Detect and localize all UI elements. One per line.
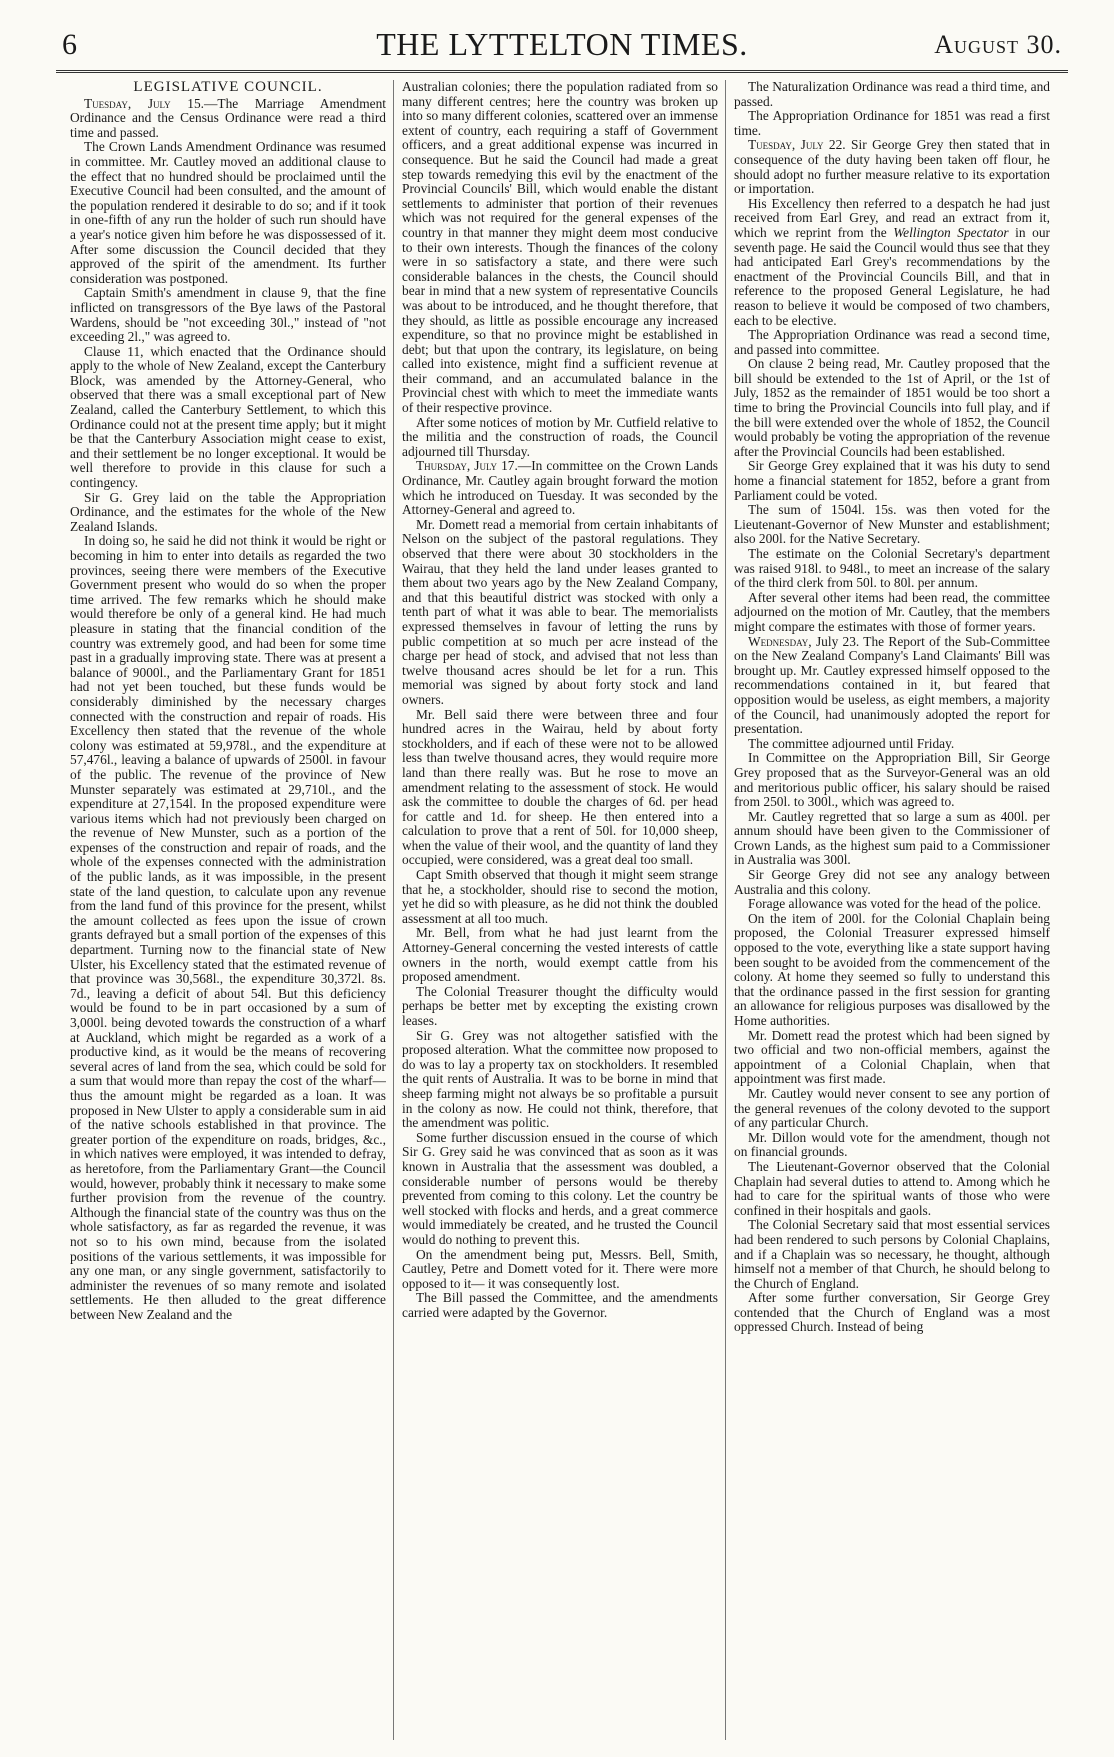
paragraph: Mr. Cautley regretted that so large a sum as 400l. per annum should have been given to the Commissioner of Crown Lands, as the highest sum paid to a Commissioner in Australia was 300l. (734, 808, 1050, 868)
paragraph: In doing so, he said he did not think it would be right or becoming in him to enter into details as regarded the two provinces, seeing there were members of the Executive Government present who would do so when the proper time arrived. The few remarks which he should make would therefore be only of a general kind. He had much pleasure in stating that the financial condition of the country was extremely good, and had been for some time past in a gradually improving state. There was at present a balance of 9000l., and the Parliamentary Grant for 1851 had not yet been touched, but these funds would be considerably diminished by the necessary charges connected with the construction and repair of roads. His Excellency then stated that the revenue of the whole colony was estimated at 59,978l., and the expenditure at 57,476l., leaving a balance of upwards of 2500l. in favour of the public. The revenue of the province of New Munster separately was estimated at 29,710l., and the expenditure at 27,154l. In the proposed expenditure were various items which had not previously been charged on the revenue of New Munster, such as a portion of the expenses of the construction and repair of roads, and the whole of the expenses connected with the administration of the public lands, as it was impossible, in the present state of the land question, to calculate upon any revenue from the land fund of this province for the present, whilst the amount collected as fees upon the issue of crown grants defrayed but a small portion of the expenses of this department. Turning now to the financial state of New Ulster, his Excellency stated that the estimated revenue of that province was 30,568l., the expenditure 30,372l. 8s. 7d., leaving a deficit of about 54l. But this deficiency would be found to be in part occasioned by a sum of 3,000l. being devoted towards the construction of a wharf at Auckland, which might be regarded as a work of a productive kind, as it would be the means of recovering several acres of land from the sea, which could be sold for a sum that would more than repay the cost of the wharf—thus the amount might be regarded as a loan. It was proposed in New Ulster to apply a considerable sum in aid of the native schools established in that province. The greater portion of the expenditure on roads, bridges, &c., in which natives were employed, it was intended to defray, as heretofore, from the Parliamentary Grant—the Council would, however, probably think it necessary to make some further provision from the revenue of the country. Although the financial state of the country was thus on the whole satisfactory, as far as regarded the revenue, it was not so to his own mind, because from the isolated positions of the various settlements, it was impossible for any one man, or any single government, satisfactorily to administer the revenues of so many remote and isolated settlements. He then alluded to the great difference between New Zealand and the (70, 533, 386, 1322)
paragraph: Mr. Domett read the protest which had been signed by two official and two non-official members, against the appointment of a Colonial Chaplain, when that appointment was first made. (734, 1027, 1050, 1087)
paragraph: Sir George Grey did not see any analogy between Australia and this colony. (734, 867, 1050, 897)
paragraph: After some notices of motion by Mr. Cutfield relative to the militia and the construction of roads, the Council adjourned till Thursday. (402, 414, 718, 459)
paragraph: On clause 2 being read, Mr. Cautley proposed that the bill should be extended to the 1st of April, or the 1st of July, 1852 as the remainder of 1851 would be too short a time to bring the Provincial Councils into full play, and if the bill were extended over the whole of 1852, the Council would probably be voting the appropriation of the revenue after the Provincial Councils had been established. (734, 356, 1050, 459)
column-2 (402, 80, 718, 1740)
paragraph: Australian colonies; there the population radiated from so many different centres; here the country was broken up into so many different colonies, scattered over an immense extent of country, each requiring a staff of Government officers, and a great additional expense was incurred in consequence. But he said the Council had made a great step towards remedying this evil by the enactment of the Provincial Councils' Bill, which would enable the distant settlements to administer that portion of their revenues which was not required for the general expenses of the country in that manner they might deem most conducive to their own interests. Though the finances of the colony were in so satisfactory a state, and there were such considerable balances in the chests, the Council should bear in mind that a new system of representative Councils was about to be introduced, and he thought therefore, that they should, as little as possible encourage any increased expenditure, so that no province might be established in debt; but that upon the contrary, its legislature, on being called into existence, might find a sufficient revenue at their command, and an accumulated balance in the Provincial chest with which to meet the immediate wants of their respective province. (402, 80, 718, 416)
paragraph: Mr. Domett read a memorial from certain inhabitants of Nelson on the subject of the pastoral regulations. They observed that there were about 30 stockholders in the Wairau, that they held the land under leases granted to them about two years ago by the New Zealand Company, and that this beautiful district was stocked with only a tenth part of what it was able to bear. The memorialists expressed themselves in favour of letting the runs by public competition at so much per acre instead of the charge per head of stock, and advised that not less than twelve thousand acres should be let for a run. This memorial was signed by about forty stock and land owners. (402, 516, 718, 707)
paragraph: Capt Smith observed that though it might seem strange that he, a stockholder, should rise to second the motion, yet he did so with pleasure, as he did not think the doubled assessment at all too much. (402, 867, 718, 926)
paragraph: The Appropriation Ordinance for 1851 was read a first time. (734, 108, 1050, 138)
column-3 (734, 80, 1050, 1740)
paragraph: The Colonial Treasurer thought the difficulty would perhaps be better met by excepting the existing crown leases. (402, 983, 718, 1028)
paragraph: After several other items had been read, the committee adjourned on the motion of Mr. Cautley, that the members might compare the estimates with those of former years. (734, 589, 1050, 634)
paragraph: Captain Smith's amendment in clause 9, that the fine inflicted on transgressors of the Bye laws of the Pastoral Wardens, should be "not exceeding 30l.," instead of "not exceeding 2l.," was agreed to. (70, 285, 386, 345)
paragraph: Sir G. Grey laid on the table the Appropriation Ordinance, and the estimates for the whole of the New Zealand Islands. (70, 489, 386, 534)
paragraph: Mr. Bell said there were between three and four hundred acres in the Wairau, held by about forty stockholders, and if each of these were not to be allowed less than twelve thousand acres, they would require more land than there really was. But he rose to move an amendment relating to the assessment of stock. He would ask the committee to double the charges of 6d. per head for cattle and 1d. for sheep. He then entered into a calculation to prove that a rent of 50l. for 10,000 sheep, when the value of their wool, and the quantity of land they occupied, were considered, was a great deal too small. (402, 706, 718, 868)
paragraph: Tuesday, July 22. Sir George Grey then stated that in consequence of the duty having been taken off flour, he should adopt no further measure relative to its exportation or importation. (734, 137, 1050, 197)
paragraph: Mr. Dillon would vote for the amendment, though not on financial grounds. (734, 1129, 1050, 1160)
masthead (56, 26, 1068, 72)
paragraph: The Crown Lands Amendment Ordinance was resumed in committee. Mr. Cautley moved an additional clause to the effect that no hundred should be proclaimed until the Executive Council had been consulted, and the amount of the population rendered it desirable to do so; and if it took in one-fifth of any run the holder of such run should have a year's notice given him before he was dispossessed of it. After some discussion the Council decided that they approved of the spirit of the amendment. Its further consideration was postponed. (70, 139, 386, 286)
paragraph: Tuesday, July 15.—The Marriage Amendment Ordinance and the Census Ordinance were read a third time and passed. (70, 95, 386, 140)
paragraph: On the item of 200l. for the Colonial Chaplain being proposed, the Colonial Treasurer expressed himself opposed to the vote, everything like a state support having been sought to be avoided from the commencement of the colony. At home they seemed so fully to understand this that the ordinance passed in the first session for granting an allowance for religious purposes was disallowed by the Home authorities. (734, 910, 1050, 1028)
paragraph: In Committee on the Appropriation Bill, Sir George Grey proposed that as the Surveyor-General was an old and meritorious public officer, his salary should be raised from 250l. to 300l., which was agreed to. (734, 750, 1050, 810)
article-columns (56, 80, 1068, 1740)
paragraph: The Naturalization Ordinance was read a third time, and passed. (734, 80, 1050, 109)
publication-name: Wellington Spectator (893, 224, 1009, 240)
paragraph: Wednesday, July 23. The Report of the Sub-Committee on the New Zealand Company's Land Claimants' Bill was brought up. Mr. Cautley expressed himself opposed to the recommendations contained in it, but feared that opposition would be useless, as eight members, a majority of the Council, had unanimously adopted the report for presentation. (734, 633, 1050, 737)
column-divider (393, 80, 394, 1740)
column-divider (725, 80, 726, 1740)
paragraph: Thursday, July 17.—In committee on the Crown Lands Ordinance, Mr. Cautley again brought forward the motion which he introduced on Tuesday. It was seconded by the Attorney-General and agreed to. (402, 458, 718, 518)
section-heading: LEGISLATIVE COUNCIL. (133, 80, 323, 95)
masthead-rule (56, 70, 1068, 73)
paragraph: Mr. Cautley would never consent to see any portion of the general revenues of the colony devoted to the support of any particular Church. (734, 1085, 1050, 1131)
paragraph: The committee adjourned until Friday. (748, 735, 955, 751)
issue-date: August 30. (934, 30, 1062, 59)
paragraph: The sum of 1504l. 15s. was then voted for the Lieutenant-Governor of New Munster and establishment; also 200l. for the Native Secretary. (734, 502, 1050, 547)
paragraph: The estimate on the Colonial Secretary's department was raised 918l. to 948l., to meet an increase of the salary of the third clerk from 50l. to 80l. per annum. (734, 546, 1050, 591)
date-lead: Thursday, July 17. (416, 458, 518, 474)
paragraph: The Colonial Secretary said that most essential services had been rendered to such persons by Colonial Chaplains, and if a Chaplain was so necessary, he thought, although himself not a member of that Church, he should belong to the Church of England. (734, 1217, 1050, 1291)
newspaper-title: THE LYTTELTON TIMES. (376, 26, 748, 62)
column-1 (70, 80, 386, 1740)
date-lead: Wednesday, (748, 633, 812, 649)
paragraph: The Lieutenant-Governor observed that the Colonial Chaplain had several duties to attend to. Among which he had to care for the spiritual wants of those who were confined in their hospitals and gaols. (734, 1158, 1050, 1218)
date-lead: Tuesday, July 22. (748, 137, 846, 153)
paragraph: After some further conversation, Sir George Grey contended that the Church of England was a most oppressed Church. Instead of being (734, 1290, 1050, 1335)
paragraph: The Bill passed the Committee, and the amendments carried were adapted by the Governor. (402, 1290, 718, 1320)
paragraph: Sir G. Grey was not altogether satisfied with the proposed alteration. What the committee now proposed to do was to lay a property tax on stockholders. It resembled the quit rents of Australia. It was to be borne in mind that sheep farming might not always be so profitable a pursuit in the colony as now. He could not think, therefore, that the amendment was politic. (402, 1027, 718, 1131)
paragraph: His Excellency then referred to a despatch he had just received from Earl Grey, and read an extract from it, which we reprint from the Wellington Spectator in our seventh page. He said the Council would thus see that they had anticipated Earl Grey's recommendations by the enactment of the Provincial Councils Bill, and that in reference to the proposed General Legislature, he had reason to believe it would be composed of two chambers, each to be elective. (734, 195, 1050, 328)
paragraph: Clause 11, which enacted that the Ordinance should apply to the whole of New Zealand, except the Canterbury Block, was amended by the Attorney-General, who observed that there was a small exceptional part of New Zealand, called the Canterbury Settlement, to which this Ordinance could not at the present time apply; but it might be that the Canterbury Association might cease to exist, and their settlement be no longer exceptional. It would be well therefore to provide in this clause for such a contingency. (70, 343, 386, 491)
paragraph: On the amendment being put, Messrs. Bell, Smith, Cautley, Petre and Domett voted for it. There were more opposed to it— it was consequently lost. (402, 1246, 718, 1291)
paragraph: Sir George Grey explained that it was his duty to send home a financial statement for 1852, before a grant from Parliament could be voted. (734, 458, 1050, 503)
page-number: 6 (62, 28, 77, 61)
paragraph: Some further discussion ensued in the course of which Sir G. Grey said he was convinced that as soon as it was known in Australia that the assessment was doubled, a considerable number of persons would be thereby prevented from coming to this colony. Let the country be well stocked with flocks and herds, and a great commerce would immediately be created, and he trusted the Council would do nothing to prevent this. (402, 1129, 718, 1247)
paragraph: Mr. Bell, from what he had just learnt from the Attorney-General concerning the vested interests of cattle owners in the north, would exempt cattle from his proposed amendment. (402, 925, 718, 985)
paragraph: The Appropriation Ordinance was read a second time, and passed into committee. (734, 327, 1050, 357)
date-lead: Tuesday, July 15. (84, 95, 204, 111)
paragraph: Forage allowance was voted for the head of the police. (748, 896, 1041, 912)
